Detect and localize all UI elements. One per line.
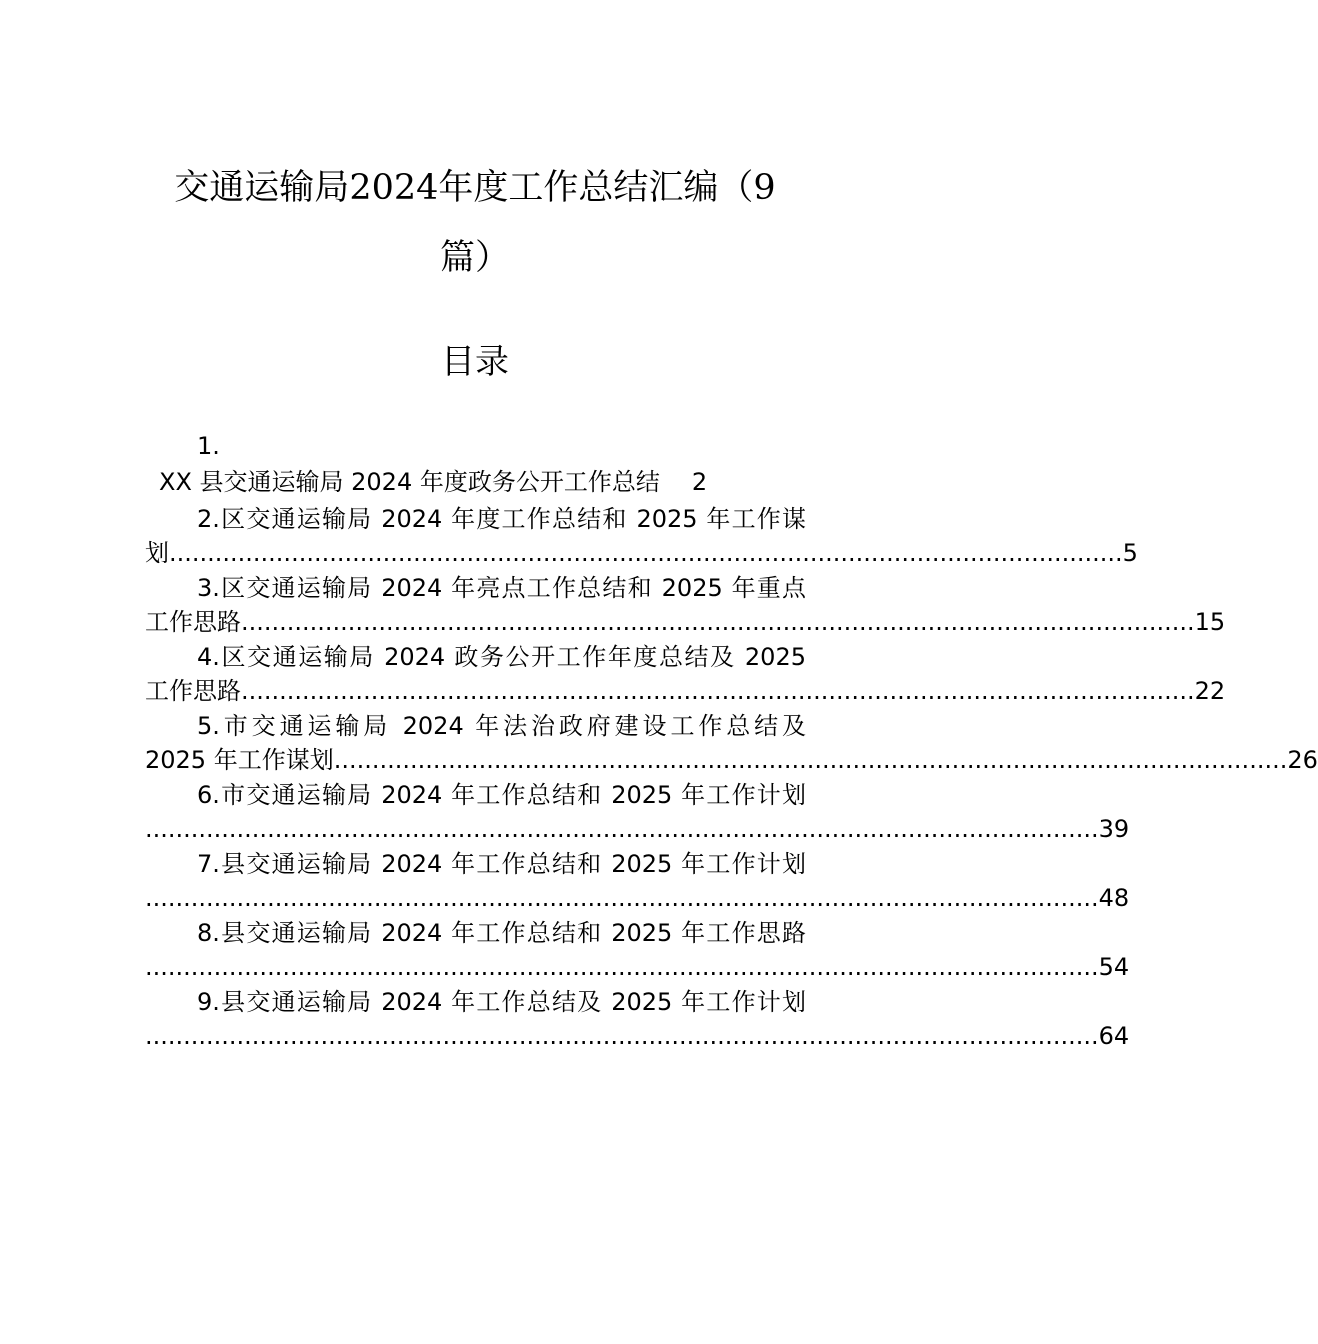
toc-item-6-page: 39 bbox=[1098, 815, 1130, 843]
toc-item-8-line-1[interactable]: 8.县交通运输局 2024 年工作总结和 2025 年工作思路 bbox=[197, 919, 806, 947]
toc-leader-dots: ............................................................................................................................. bbox=[241, 677, 1195, 705]
toc-item-8-page: 54 bbox=[1098, 953, 1130, 981]
toc-item-1-number[interactable]: 1. bbox=[197, 432, 220, 460]
toc-item-9-line-1[interactable]: 9.县交通运输局 2024 年工作总结及 2025 年工作计划 bbox=[197, 988, 806, 1016]
toc-heading: 目录 bbox=[441, 342, 509, 382]
toc-item-2-line-2[interactable] bbox=[145, 536, 1138, 570]
title-year: 2024 bbox=[349, 168, 439, 208]
toc-item-1-page: 2 bbox=[691, 468, 708, 496]
toc-leader-dots: ............................................................................................................................. bbox=[145, 1022, 1099, 1050]
toc-item-5-line-2[interactable] bbox=[145, 743, 1318, 777]
toc-item-8-line-2[interactable] bbox=[145, 950, 1130, 984]
toc-leader-dots: ............................................................................................................................. bbox=[145, 953, 1099, 981]
toc-item-5-line-1[interactable]: 5.市交通运输局 2024 年法治政府建设工作总结及 bbox=[197, 712, 806, 740]
toc-item-4-text: 工作思路 bbox=[145, 677, 241, 705]
toc-item-5-text: 2025 年工作谋划 bbox=[145, 746, 334, 774]
title-count: 9 bbox=[753, 168, 776, 208]
toc-item-9-line-2[interactable] bbox=[145, 1019, 1130, 1053]
toc-item-7-page: 48 bbox=[1098, 884, 1130, 912]
toc-item-3-line-1[interactable]: 3.区交通运输局 2024 年亮点工作总结和 2025 年重点 bbox=[197, 574, 806, 602]
toc-item-4-page: 22 bbox=[1194, 677, 1226, 705]
toc-item-2-page: 5 bbox=[1122, 539, 1138, 567]
toc-item-5-page: 26 bbox=[1287, 746, 1318, 774]
toc-item-1-text: XX 县交通运输局 2024 年度政务公开工作总结 bbox=[159, 468, 660, 496]
toc-item-6-line-1[interactable]: 6.市交通运输局 2024 年工作总结和 2025 年工作计划 bbox=[197, 781, 806, 809]
toc-item-6-line-2[interactable] bbox=[145, 812, 1130, 846]
toc-item-4-line-2[interactable] bbox=[145, 674, 1226, 708]
toc-item-2-line-1[interactable]: 2.区交通运输局 2024 年度工作总结和 2025 年工作谋 bbox=[197, 505, 806, 533]
toc-item-2-text: 划 bbox=[145, 539, 169, 567]
toc-leader-dots: ............................................................................................................................. bbox=[169, 539, 1123, 567]
toc-item-3-text: 工作思路 bbox=[145, 608, 241, 636]
toc-leader-dots: ............................................................................................................................. bbox=[145, 884, 1099, 912]
toc-leader-dots: ............................................................................................................................. bbox=[145, 815, 1099, 843]
toc-item-3-page: 15 bbox=[1194, 608, 1226, 636]
toc-item-4-line-1[interactable]: 4.区交通运输局 2024 政务公开工作年度总结及 2025 bbox=[197, 643, 806, 671]
toc-leader-dots: ............................................................................................................................. bbox=[333, 746, 1288, 774]
title-part-1: 交通运输局 bbox=[174, 168, 350, 208]
toc-item-7-line-2[interactable] bbox=[145, 881, 1130, 915]
document-title bbox=[0, 166, 950, 210]
toc-item-3-line-2[interactable] bbox=[145, 605, 1226, 639]
toc-item-7-line-1[interactable]: 7.县交通运输局 2024 年工作总结和 2025 年工作计划 bbox=[197, 850, 806, 878]
toc-leader-dots: ............................................................................................................................. bbox=[241, 608, 1195, 636]
document-title-line-2: 篇） bbox=[439, 238, 510, 278]
toc-item-1[interactable] bbox=[159, 465, 759, 499]
title-part-2: 年度工作总结汇编（ bbox=[438, 168, 754, 208]
toc-item-9-page: 64 bbox=[1098, 1022, 1130, 1050]
